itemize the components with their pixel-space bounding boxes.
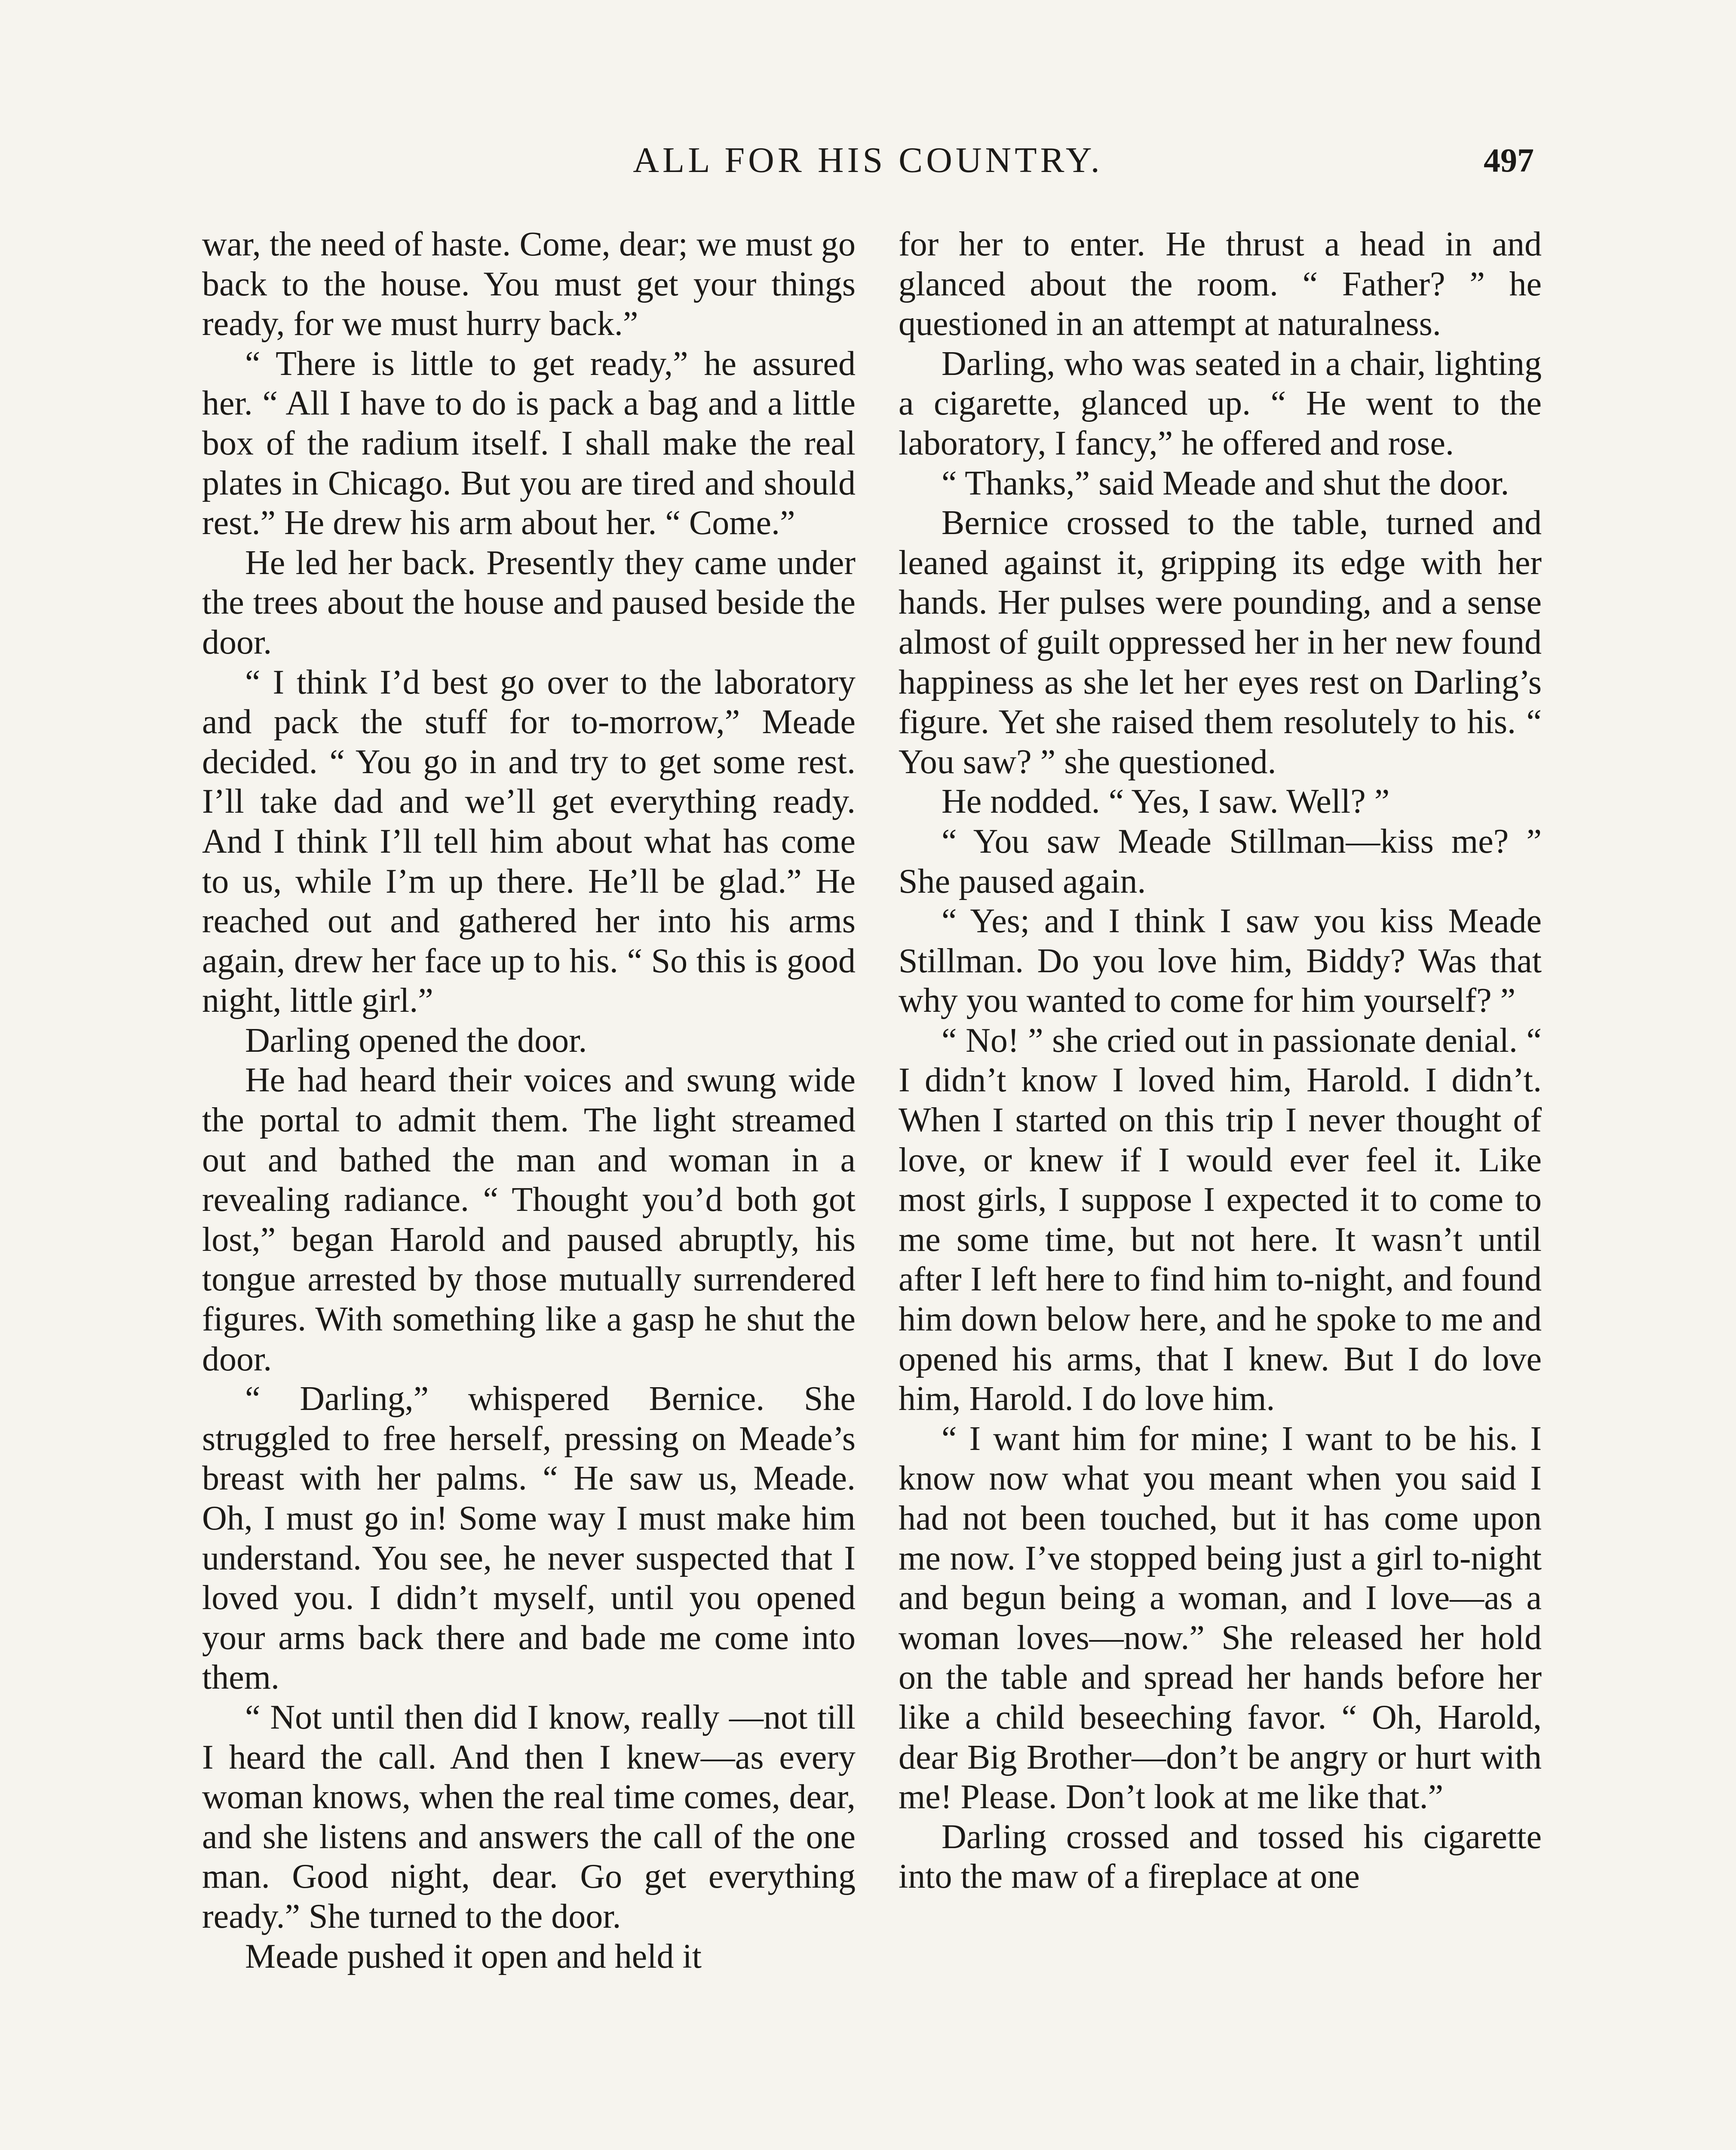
paragraph: “ I think I’d best go over to the laboratory and pack the stuff for to-morrow,” Meade decided. “ You go in and try to get some rest. I’ll take dad and we’ll get everything ready. And I think I’ll tell him about what has come to us, while I’m up there. He’ll be glad.” He reached out and gathered her into his arms again, drew her face up to his. “ So this is good night, little girl.”	[202, 663, 856, 1020]
paragraph: He nodded. “ Yes, I saw. Well? ”	[942, 783, 1390, 821]
paragraph: He had heard their voices and swung wide the portal to admit them. The light streamed out and bathed the man and woman in a revealing radiance. “ Thought you’d both got lost,” began Harold and paused abruptly, his tongue arrested by those mutually surrendered figures. With something like a gasp he shut the door.	[202, 1061, 856, 1378]
paragraph: “ Thanks,” said Meade and shut the door.	[942, 464, 1509, 502]
paragraph: war, the need of haste. Come, dear; we must go back to the house. You must get your things ready, for we must hurry back.”	[202, 225, 856, 343]
paragraph: Meade pushed it open and held it	[245, 1937, 702, 1975]
paragraph: Darling, who was seated in a chair, lighting a cigarette, glanced up. “ He went to the laboratory, I fancy,” he offered and rose.	[899, 344, 1542, 462]
paragraph: “ No! ” she cried out in passionate denial. “ I didn’t know I loved him, Harold. I didn’t. When I started on this trip I never thought of love, or knew if I would ever feel it. Like most girls, I suppose I expected it to come to me some time, but not here. It wasn’t until after I left here to find him to-night, and found him down below here, and he spoke to me and opened his arms, that I knew. But I do love him, Harold. I do love him.	[899, 1021, 1542, 1418]
paragraph: “ There is little to get ready,” he assured her. “ All I have to do is pack a bag and a little box of the radium itself. I shall make the real plates in Chicago. But you are tired and should rest.” He drew his arm about her. “ Come.”	[202, 344, 856, 542]
paragraph: “ Yes; and I think I saw you kiss Meade Stillman. Do you love him, Biddy? Was that why you wanted to come for him yourself? ”	[899, 902, 1542, 1020]
paragraph: Darling opened the door.	[245, 1021, 587, 1060]
paragraph: He led her back. Presently they came under the trees about the house and paused beside the door.	[202, 544, 856, 661]
paragraph: “ Darling,” whispered Bernice. She struggled to free herself, pressing on Meade’s breast with her palms. “ He saw us, Meade. Oh, I must go in! Some way I must make him understand. You see, he never suspected that I loved you. I didn’t myself, until you opened your arms back there and bade me come into them.	[202, 1380, 856, 1697]
paragraph: “ I want him for mine; I want to be his. I know now what you meant when you said I had not been touched, but it has come upon me now. I’ve stopped being just a girl to-night and begun being a woman, and I love—as a woman loves—now.” She released her hold on the table and spread her hands before her like a child beseeching favor. “ Oh, Harold, dear Big Brother—don’t be angry or hurt with me! Please. Don’t look at me like that.”	[899, 1419, 1542, 1816]
running-title: ALL FOR HIS COUNTRY.	[633, 140, 1103, 180]
paragraph: “ You saw Meade Stillman—kiss me? ” She paused again.	[899, 822, 1542, 900]
paragraph: Darling crossed and tossed his cigarette into the maw of a fireplace at one	[899, 1818, 1542, 1896]
page-number: 497	[1484, 141, 1534, 179]
right-text-column	[899, 224, 1542, 2150]
left-text-column	[202, 224, 856, 2150]
paragraph: Bernice crossed to the table, turned and leaned against it, gripping its edge with her hands. Her pulses were pounding, and a sense almost of guilt oppressed her in her new found happiness as she let her eyes rest on Darling’s figure. Yet she raised them resolutely to his. “ You saw? ” she questioned.	[899, 504, 1542, 781]
paragraph: “ Not until then did I know, really —not till I heard the call. And then I knew—as every woman knows, when the real time comes, dear, and she listens and answers the call of the one man. Good night, dear. Go get everything ready.” She turned to the door.	[202, 1698, 856, 1935]
running-header	[0, 137, 1736, 184]
paragraph: for her to enter. He thrust a head in and glanced about the room. “ Father? ” he questioned in an attempt at naturalness.	[899, 225, 1542, 343]
